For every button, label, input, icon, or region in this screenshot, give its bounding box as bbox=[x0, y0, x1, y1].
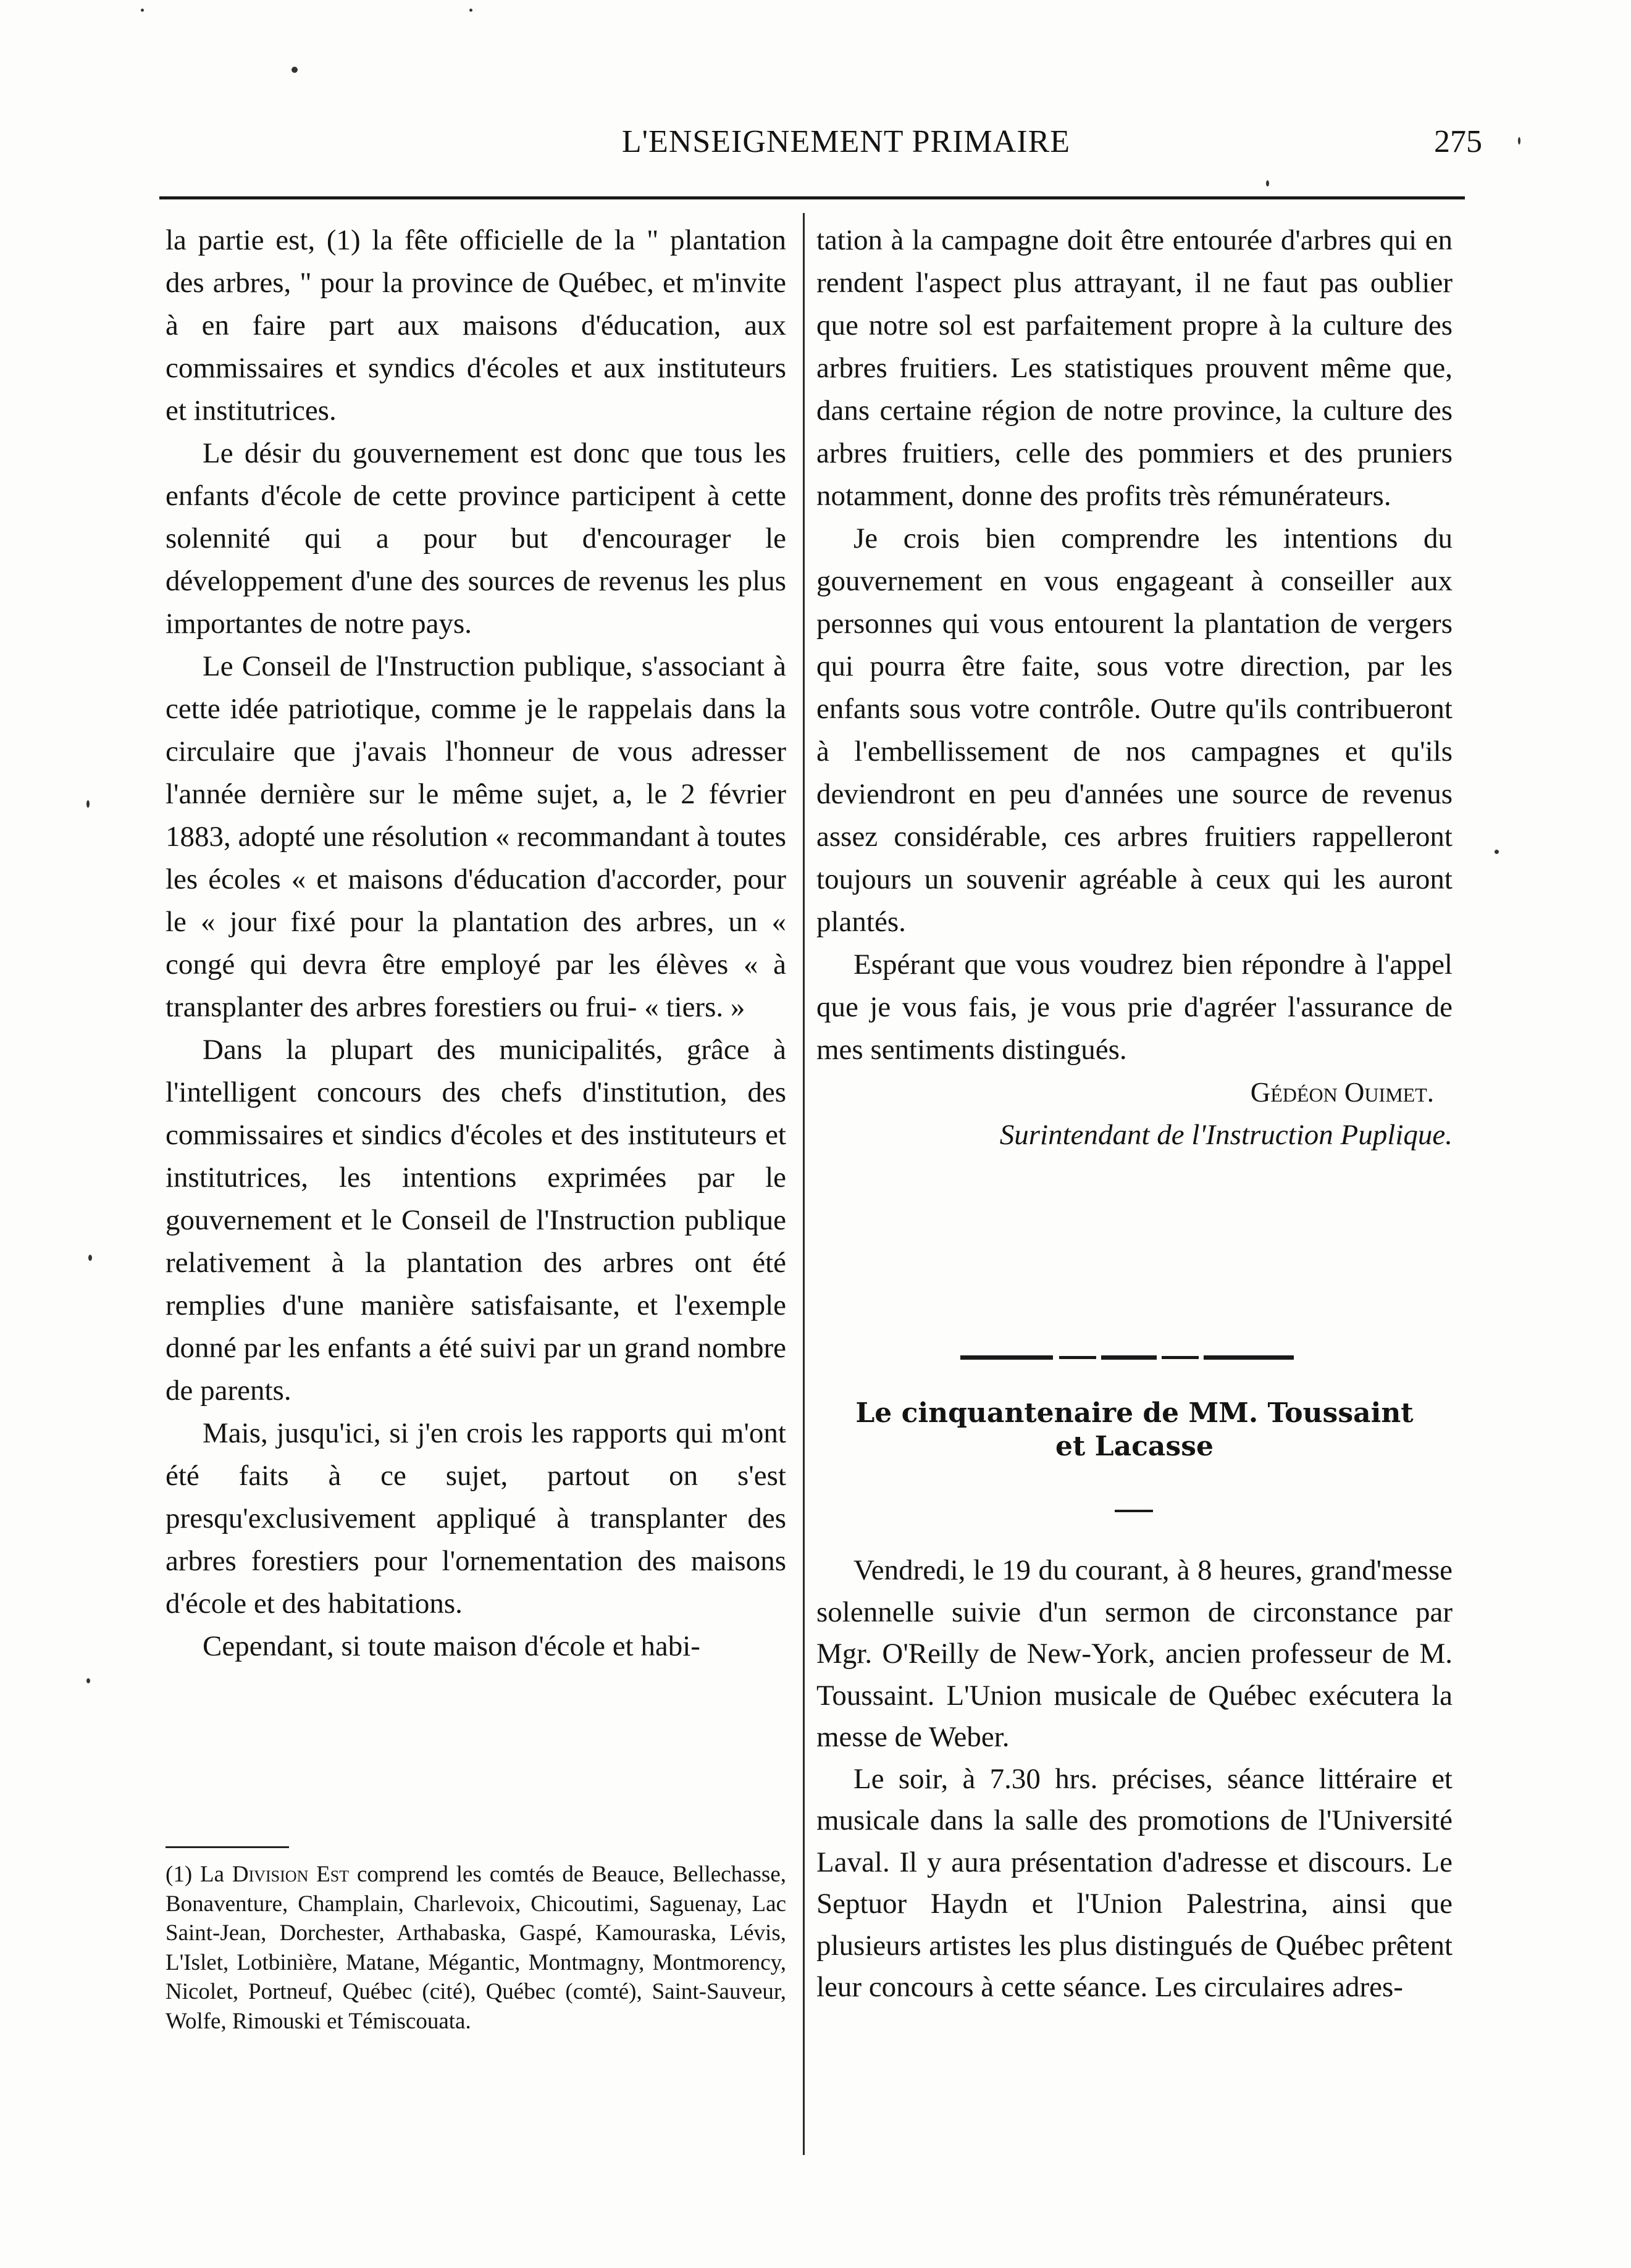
print-speck bbox=[1495, 850, 1499, 854]
right-paragraph-2: Je crois bien comprendre les intentions du gouvernement en vous engageant à conseiller aux personnes qui vous entourent la plantation de vergers qui pourra être faite, sous votre direction, par les enfants sous votre contrôle. Outre qu'ils contribueront à l'embellissement de nos campagnes et qu'ils deviendront en peu d'années une source de revenus assez considérable, ces arbres fruitiers rappelleront toujours un souvenir agréable à ceux qui les auront plantés. bbox=[816, 522, 1453, 938]
running-head bbox=[0, 123, 1631, 173]
print-speck bbox=[1266, 180, 1269, 186]
article-title-line-2: et Lacasse bbox=[1055, 1431, 1214, 1462]
footnote-text: comprend les comtés de Beauce, Bellechasse, Bonaventure, Champlain, Charlevoix, Chicoutimi, Saguenay, Lac Saint-Jean, Dorchester, Arthabaska, Gaspé, Kamouraska, Lévis, L'Islet, Lotbinière, Matane, Mégantic, Montmagny, Montmorency, Nicolet, Portneuf, Québec (cité), Québec (comté), Saint-Sauveur, Wolfe, Rimouski et Témiscouata. bbox=[166, 1862, 786, 2034]
left-paragraph-1: la partie est, (1) la fête officielle de la " plantation des arbres, " pour la province de Québec, et m'invite à en faire part aux maisons d'éducation, aux commissaires et syndics d'écoles et aux instituteurs et institutrices. bbox=[166, 224, 786, 427]
header-rule bbox=[159, 196, 1465, 199]
page-number: 275 bbox=[1434, 124, 1482, 159]
print-speck bbox=[291, 67, 298, 73]
footnote-rule bbox=[166, 1846, 289, 1848]
right-column bbox=[816, 219, 1453, 1157]
article-title bbox=[816, 1397, 1453, 1463]
running-title: L'ENSEIGNEMENT PRIMAIRE bbox=[621, 124, 1071, 159]
section-ornament bbox=[960, 1354, 1294, 1362]
left-paragraph-4: Dans la plupart des municipalités, grâce à l'intelligent concours des chefs d'institution, des commissaires et sindics d'écoles et des instituteurs et institutrices, les intentions exprimées par le gouvernement et le Conseil de l'Instruction publique relativement à la plantation des arbres ont été remplies d'une manière satisfaisante, et l'exemple donné par les enfants a été suivi par un grand nombre de parents. bbox=[166, 1034, 786, 1407]
left-paragraph-5: Mais, jusqu'ici, si j'en crois les rapports qui m'ont été faits à ce sujet, partout on s'est presqu'exclusivement appliqué à transplanter des arbres forestiers pour l'ornementation des maisons d'école et des habitations. bbox=[166, 1417, 786, 1620]
left-paragraph-3: Le Conseil de l'Instruction publique, s'associant à cette idée patriotique, comme je le rappelais dans la circulaire que j'avais l'honneur de vous adresser l'année dernière sur le même sujet, a, le 2 février 1883, adopté une résolution « recommandant à toutes les écoles « et maisons d'éducation d'accorder, pour le « jour fixé pour la plantation des arbres, un « congé qui devra être employé par les élèves « à transplanter des arbres forestiers ou frui- « tiers. » bbox=[166, 650, 787, 1023]
print-speck bbox=[469, 9, 472, 12]
article-paragraph-1: Vendredi, le 19 du courant, à 8 heures, grand'messe solennelle suivie d'un sermon de circonstance par Mgr. O'Reilly de New-York, ancien professeur de M. Toussaint. L'Union musicale de Québec exécutera la messe de Weber. bbox=[816, 1554, 1453, 1753]
right-paragraph-3: Espérant que vous voudrez bien répondre à l'appel que je vous fais, je vous prie d'agréer l'assurance de mes sentiments distingués. bbox=[816, 948, 1453, 1066]
print-speck bbox=[88, 1255, 92, 1261]
article-paragraph-2: Le soir, à 7.30 hrs. précises, séance littéraire et musicale dans la salle des promotions de l'Université Laval. Il y aura présentation d'adresse et discours. Le Septuor Haydn et l'Union Palestrina, ainsi que plusieurs artistes les plus distingués de Québec prêtent leur concours à cette séance. Les circulaires adres- bbox=[816, 1762, 1453, 2003]
signature-name: Gédéon Ouimet. bbox=[1250, 1077, 1434, 1108]
column-divider bbox=[803, 213, 805, 2155]
print-speck bbox=[86, 800, 90, 808]
article-body bbox=[816, 1550, 1453, 2009]
left-paragraph-2: Le désir du gouvernement est donc que tous les enfants d'école de cette province participent à cette solennité qui a pour but d'encourager le développement d'une des sources de revenus les plus importantes de notre pays. bbox=[166, 437, 786, 640]
signature-title: Surintendant de l'Instruction Puplique. bbox=[999, 1119, 1453, 1151]
article-title-dash bbox=[1115, 1510, 1153, 1512]
left-column bbox=[166, 219, 786, 1668]
left-paragraph-6: Cependant, si toute maison d'école et habi- bbox=[203, 1630, 700, 1662]
footnote bbox=[166, 1860, 786, 2036]
footnote-marker: (1) La bbox=[166, 1862, 225, 1887]
footnote-division: Division Est bbox=[232, 1862, 350, 1887]
print-speck bbox=[86, 1678, 90, 1683]
print-speck bbox=[141, 9, 144, 12]
article-title-line-1: Le cinquantenaire de MM. Toussaint bbox=[855, 1397, 1414, 1429]
print-speck bbox=[1518, 137, 1520, 144]
right-paragraph-1: tation à la campagne doit être entourée d'arbres qui en rendent l'aspect plus attrayant, il ne faut pas oublier que notre sol est parfaitement propre à la culture des arbres fruitiers. Les statistiques prouvent même que, dans certaine région de notre province, la culture des arbres fruitiers, celle des pommiers et des pruniers notamment, donne des profits très rémunérateurs. bbox=[816, 224, 1453, 512]
